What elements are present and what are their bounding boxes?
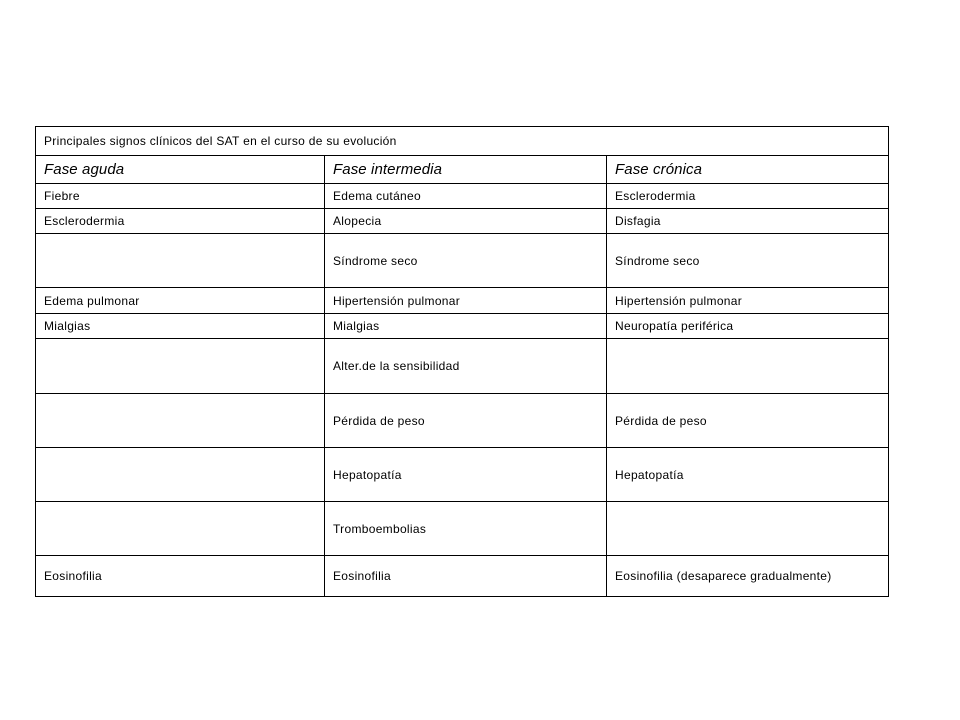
- table-title: Principales signos clínicos del SAT en el curso de su evolución: [36, 127, 889, 156]
- table-cell: Disfagia: [607, 209, 889, 234]
- table-cell: Síndrome seco: [325, 234, 607, 288]
- phase-header-row: [36, 156, 889, 184]
- table-cell: Hepatopatía: [607, 448, 889, 502]
- table-cell: [36, 448, 325, 502]
- column-header-acute: Fase aguda: [36, 156, 325, 184]
- table-row: [36, 339, 889, 394]
- table-row: [36, 502, 889, 556]
- table-cell: [607, 339, 889, 394]
- column-header-chronic: Fase crónica: [607, 156, 889, 184]
- table-cell: Esclerodermia: [36, 209, 325, 234]
- table-cell: [607, 502, 889, 556]
- table-row: [36, 234, 889, 288]
- table-cell: Alter.de la sensibilidad: [325, 339, 607, 394]
- table-cell: Síndrome seco: [607, 234, 889, 288]
- table-cell: Edema cutáneo: [325, 184, 607, 209]
- table-cell: Neuropatía periférica: [607, 314, 889, 339]
- table-cell: [36, 394, 325, 448]
- table-cell: Fiebre: [36, 184, 325, 209]
- table-cell: [36, 502, 325, 556]
- table-row: [36, 448, 889, 502]
- table-title-row: [36, 127, 889, 156]
- table-cell: Eosinofilia: [36, 556, 325, 597]
- table-cell: [36, 234, 325, 288]
- table-cell: Pérdida de peso: [325, 394, 607, 448]
- column-header-intermediate: Fase intermedia: [325, 156, 607, 184]
- table-row: [36, 556, 889, 597]
- table-row: [36, 394, 889, 448]
- clinical-signs-table: [35, 126, 889, 597]
- table-cell: Hepatopatía: [325, 448, 607, 502]
- table-cell: Hipertensión pulmonar: [607, 288, 889, 314]
- table-row: [36, 209, 889, 234]
- table-cell: Pérdida de peso: [607, 394, 889, 448]
- table-cell: Eosinofilia: [325, 556, 607, 597]
- table-row: [36, 184, 889, 209]
- table-cell: Tromboembolias: [325, 502, 607, 556]
- table-cell: [36, 339, 325, 394]
- table-row: [36, 314, 889, 339]
- table-cell: Hipertensión pulmonar: [325, 288, 607, 314]
- table-cell: Mialgias: [325, 314, 607, 339]
- table-cell: Mialgias: [36, 314, 325, 339]
- table-cell: Alopecia: [325, 209, 607, 234]
- table-row: [36, 288, 889, 314]
- table-cell: Esclerodermia: [607, 184, 889, 209]
- table-cell: Edema pulmonar: [36, 288, 325, 314]
- table-cell: Eosinofilia (desaparece gradualmente): [607, 556, 889, 597]
